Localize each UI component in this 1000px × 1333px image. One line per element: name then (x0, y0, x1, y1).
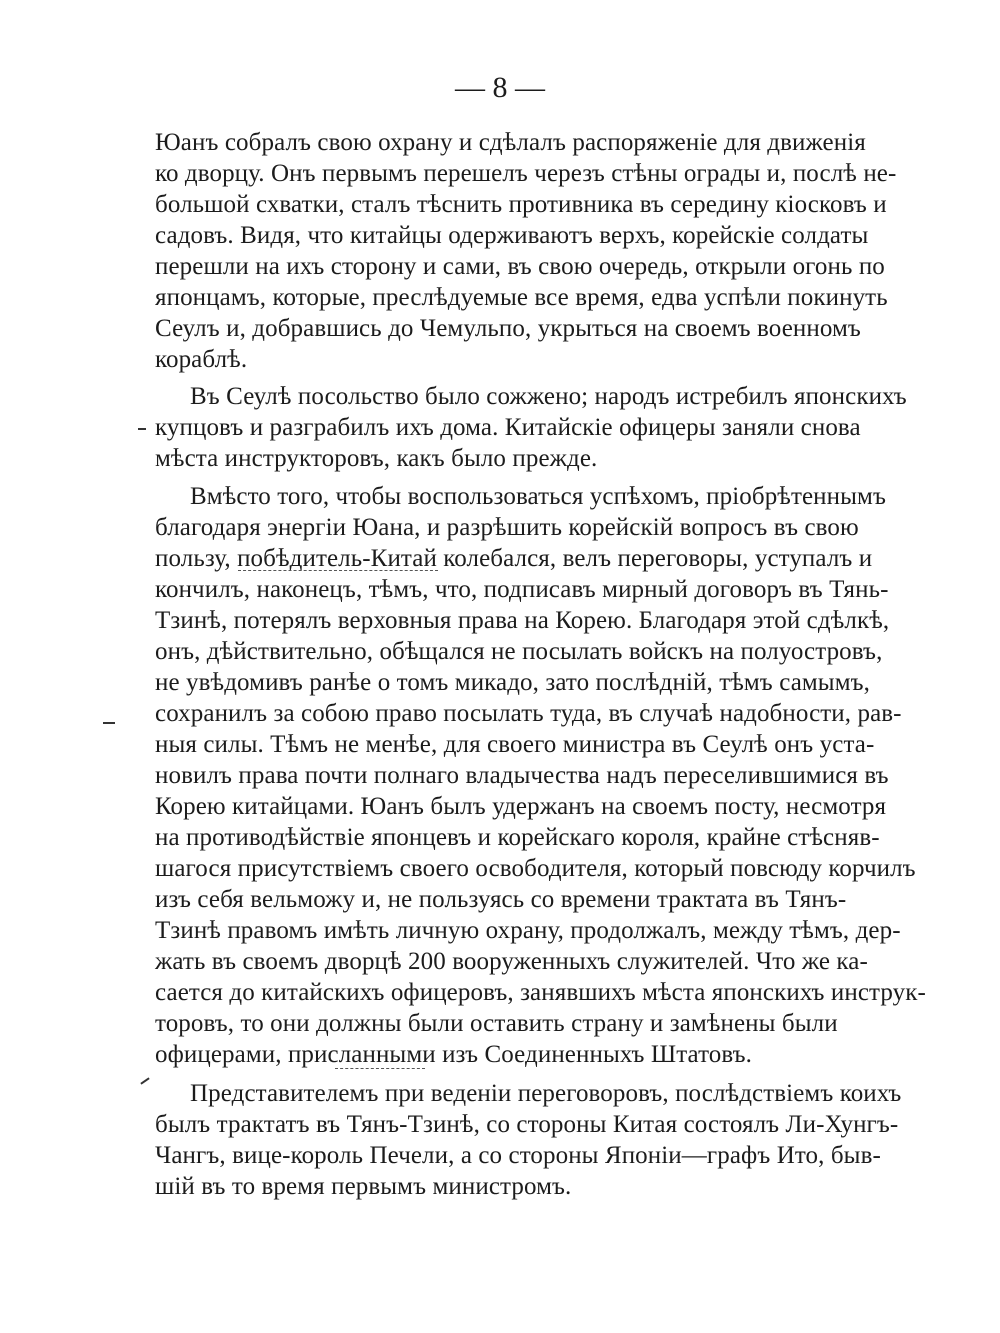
text-line: Корею китайцами. Юанъ былъ удержанъ на своемъ посту, несмотря (155, 793, 887, 820)
margin-mark (103, 722, 115, 724)
text-line: новилъ права почти полнаго владычества надъ переселившимися въ (155, 762, 889, 789)
text-line: шагося присутствіемъ своего освободителя, который повсюду корчилъ (155, 855, 916, 882)
text-line: кораблѣ. (155, 346, 248, 373)
text-line: кончилъ, наконецъ, тѣмъ, что, подписавъ мирный договоръ въ Тянь- (155, 576, 889, 603)
text-line: офицерами, присланными изъ Соединенныхъ Штатовъ. (155, 1041, 753, 1068)
margin-mark (140, 1077, 149, 1084)
text-line: Тзинѣ, потерялъ верховныя права на Корею. Благодаря этой сдѣлкѣ, (155, 607, 890, 634)
text-line: Сеулъ и, добравшись до Чемульпо, укрыться на своемъ военномъ (155, 315, 861, 342)
text-line: не увѣдомивъ ранѣе о томъ микадо, зато послѣдній, тѣмъ самымъ, (155, 669, 871, 696)
text-line: онъ, дѣйствительно, обѣщался не посылать войскъ на полуостровъ, (155, 638, 883, 665)
pencil-underline (335, 1068, 425, 1069)
text-line: перешли на ихъ сторону и сами, въ свою очередь, открыли огонь по (155, 253, 885, 280)
text-line: Представителемъ при веденіи переговоровъ, послѣдствіемъ коихъ (190, 1080, 902, 1107)
page-number: — 8 — (455, 71, 545, 104)
text-line: Въ Сеулѣ посольство было сожжено; народъ истребилъ японскихъ (190, 383, 907, 410)
text-line: большой схватки, сталъ тѣснить противника въ середину кіосковъ и (155, 191, 887, 218)
text-line: благодаря энергіи Юана, и разрѣшить корейскій вопросъ въ свою (155, 514, 859, 541)
text-line: купцовъ и разграбилъ ихъ дома. Китайскіе офицеры заняли снова (155, 414, 861, 441)
text-line: пользу, побѣдитель-Китай колебался, велъ переговоры, уступалъ и (155, 545, 873, 572)
text-line: торовъ, то они должны были оставить страну и замѣнены были (155, 1010, 838, 1037)
pencil-underline (238, 570, 438, 571)
text-line: Чангъ, вице-король Печели, а со стороны Японіи—графъ Ито, быв- (155, 1142, 881, 1169)
text-line: сохранилъ за собою право посылать туда, въ случаѣ надобности, рав- (155, 700, 902, 727)
text-line: ко дворцу. Онъ первымъ перешелъ черезъ стѣны ограды и, послѣ не- (155, 160, 897, 187)
text-line: сается до китайскихъ офицеровъ, занявшихъ мѣста японскихъ инструк- (155, 979, 926, 1006)
text-line: на противодѣйствіе японцевъ и корейскаго короля, крайне стѣсняв- (155, 824, 880, 851)
text-line: шій въ то время первымъ министромъ. (155, 1173, 572, 1200)
text-line: Вмѣсто того, чтобы воспользоваться успѣхомъ, пріобрѣтеннымъ (190, 483, 886, 510)
text-line: былъ трактатъ въ Тянъ-Тзинѣ, со стороны Китая состоялъ Ли-Хунгъ- (155, 1111, 899, 1138)
text-line: мѣста инструкторовъ, какъ было прежде. (155, 445, 598, 472)
text-line: садовъ. Видя, что китайцы одерживаютъ верхъ, корейскіе солдаты (155, 222, 869, 249)
margin-mark (138, 428, 146, 430)
text-line: японцамъ, которые, преслѣдуемые все время, едва успѣли покинуть (155, 284, 888, 311)
text-line: ныя силы. Тѣмъ не менѣе, для своего министра въ Сеулѣ онъ уста- (155, 731, 875, 758)
text-line: Юанъ собралъ свою охрану и сдѣлалъ распоряженіе для движенія (155, 129, 866, 156)
text-line: Тзинѣ правомъ имѣть личную охрану, продолжалъ, между тѣмъ, дер- (155, 917, 901, 944)
text-line: изъ себя вельможу и, не пользуясь со времени трактата въ Тянъ- (155, 886, 847, 913)
text-line: жать въ своемъ дворцѣ 200 вооруженныхъ служителей. Что же ка- (155, 948, 868, 975)
